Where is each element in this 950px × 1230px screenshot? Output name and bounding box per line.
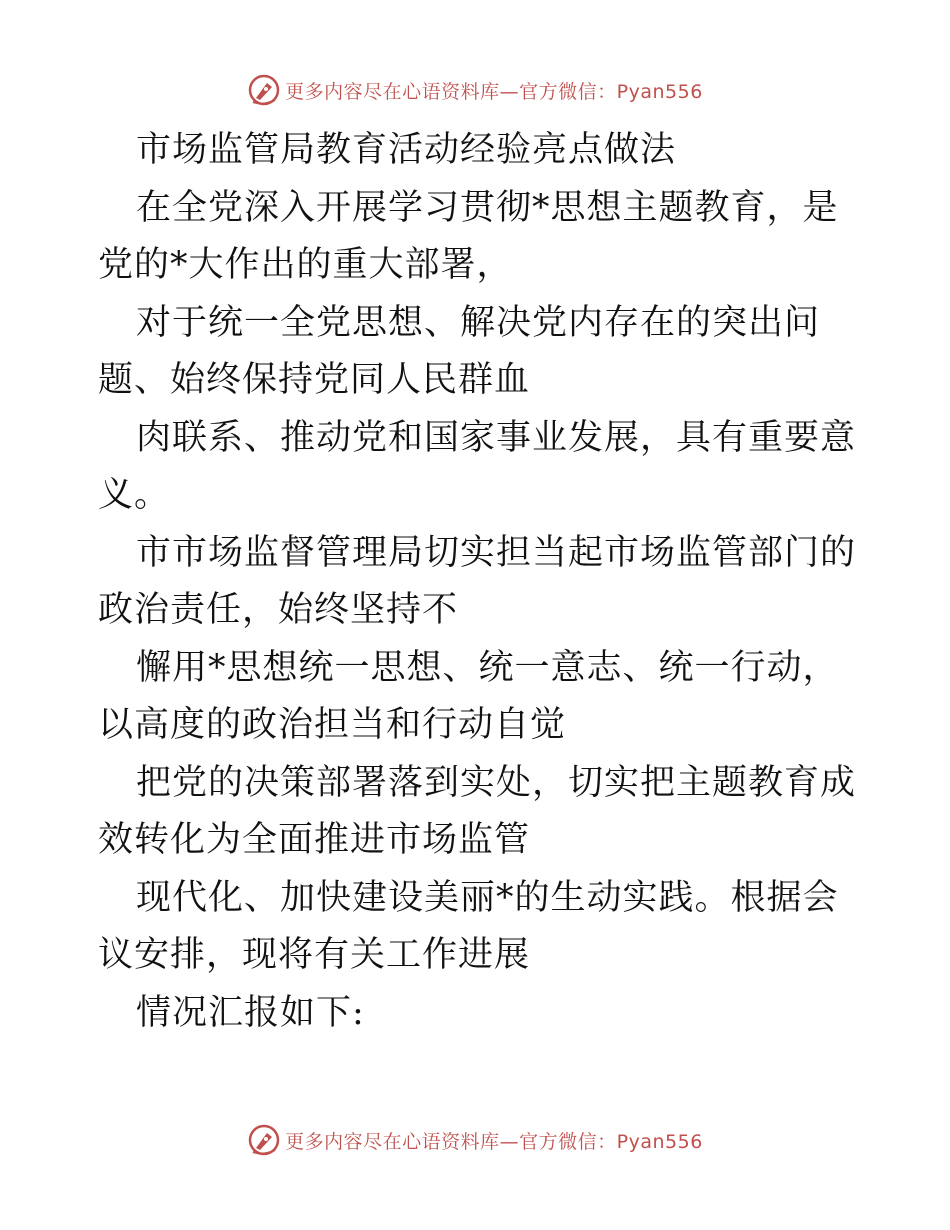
paragraph: 肉联系、推动党和国家事业发展，具有重要意义。 [98, 417, 857, 515]
document-title: 市场监管局教育活动经验亮点做法 [136, 130, 677, 170]
document-body [98, 122, 858, 1042]
paragraph: 情况汇报如下: [136, 992, 365, 1033]
pen-nib-logo-icon [247, 1123, 281, 1157]
watermark-text: 更多内容尽在心语资料库—官方微信：Pyan556 [285, 1130, 703, 1153]
footer-watermark [0, 1120, 950, 1160]
pen-nib-logo-icon [247, 73, 281, 107]
paragraph: 对于统一全党思想、解决党内存在的突出问题、始终保持党同人民群血 [98, 302, 821, 400]
paragraph: 市市场监督管理局切实担当起市场监管部门的政治责任，始终坚持不 [98, 532, 857, 630]
paragraph: 把党的决策部署落到实处，切实把主题教育成效转化为全面推进市场监管 [98, 762, 857, 860]
watermark-text: 更多内容尽在心语资料库—官方微信：Pyan556 [285, 80, 703, 103]
header-watermark [0, 70, 950, 110]
paragraph: 懈用*思想统一思想、统一意志、统一行动，以高度的政治担当和行动自觉 [98, 647, 839, 745]
paragraph: 现代化、加快建设美丽*的生动实践。根据会议安排，现将有关工作进展 [98, 877, 839, 975]
paragraph: 在全党深入开展学习贯彻*思想主题教育，是党的*大作出的重大部署， [98, 187, 839, 285]
